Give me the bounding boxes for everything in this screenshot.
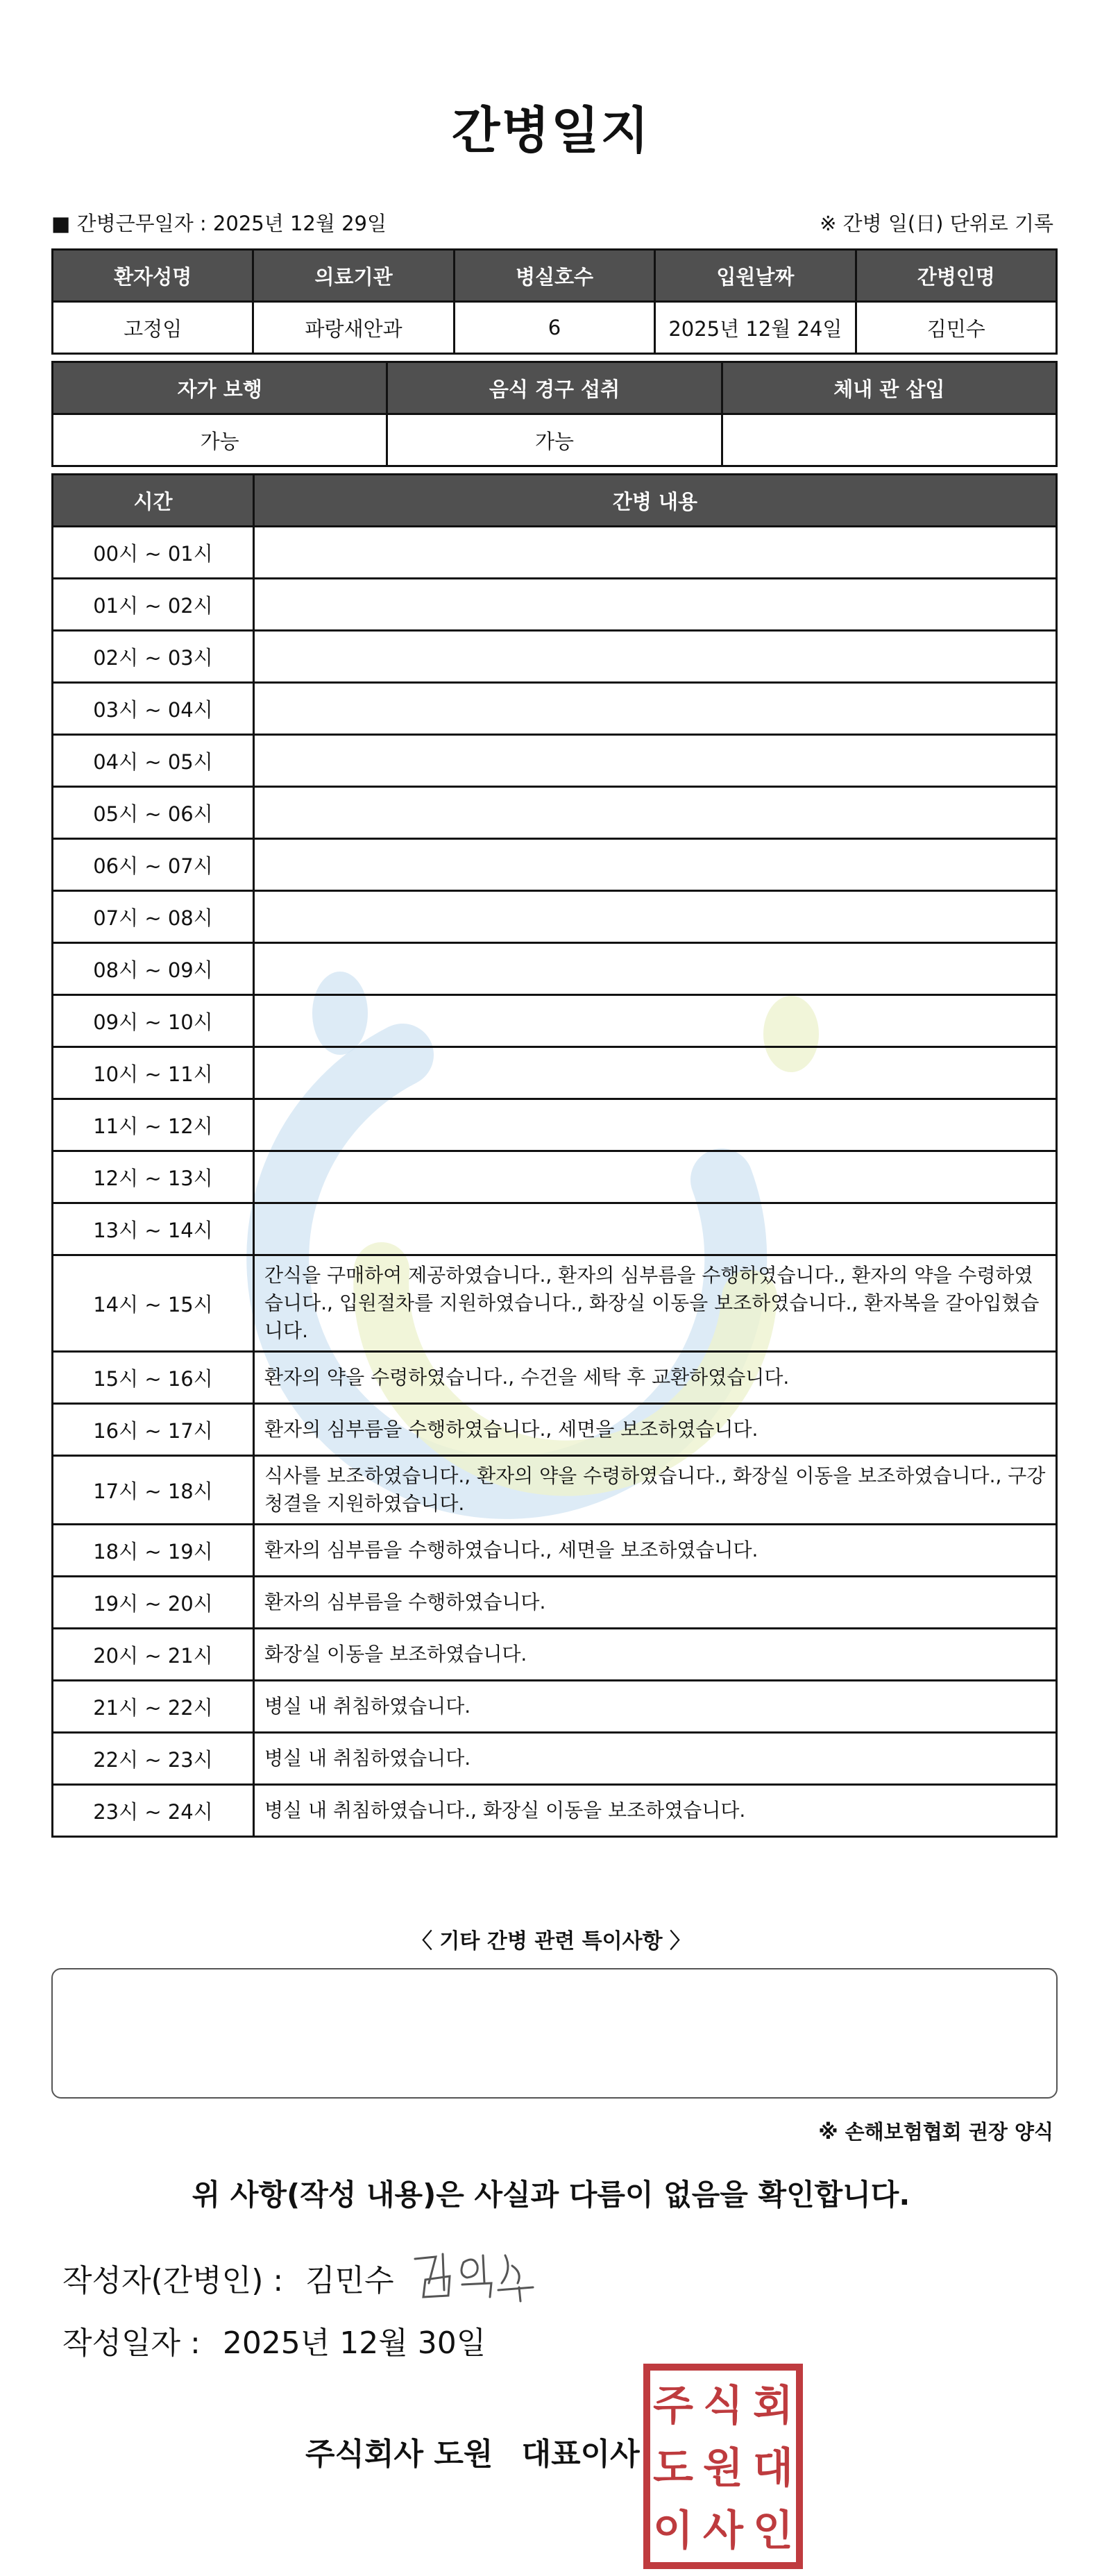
notes-title: 〈 기타 간병 관련 특이사항 〉 [411,1929,691,1954]
patient-name: 고정임 [53,302,253,354]
care-row [53,1255,1057,1352]
care-content: 화장실 이동을 보조하였습니다. [254,1629,1057,1681]
unit-note: ※ 간병 일(日) 단위로 기록 [820,212,1053,235]
care-time: 02시 ~ 03시 [53,631,254,683]
writer-name: 김민수 [305,2263,394,2298]
care-time: 01시 ~ 02시 [53,579,254,631]
care-time: 18시 ~ 19시 [53,1525,254,1577]
company-name: 주식회사 도원 [305,2437,493,2472]
care-content [254,527,1057,579]
handwritten-signature [408,2242,540,2304]
header-hospital: 의료기관 [253,250,454,302]
page-title: 간병일지 [451,101,651,160]
care-content [254,943,1057,995]
care-content: 병실 내 취침하였습니다., 화장실 이동을 보조하였습니다. [254,1785,1057,1837]
svg-text:원: 원 [703,2444,743,2493]
writer-line [62,2255,394,2300]
care-row [53,1629,1057,1681]
write-date-label: 작성일자 : [62,2325,201,2361]
care-row [53,1203,1057,1255]
care-time: 11시 ~ 12시 [53,1099,254,1151]
svg-text:도: 도 [653,2444,693,2493]
care-row [53,1577,1057,1629]
care-row [53,995,1057,1047]
care-time: 09시 ~ 10시 [53,995,254,1047]
ceo-title: 대표이사 [521,2437,640,2472]
care-row [53,943,1057,995]
care-time: 03시 ~ 04시 [53,683,254,735]
header-caregiver: 간병인명 [856,250,1056,302]
care-row [53,1047,1057,1099]
care-content: 환자의 심부름을 수행하였습니다., 세면을 보조하였습니다. [254,1525,1057,1577]
care-content [254,683,1057,735]
care-time: 00시 ~ 01시 [53,527,254,579]
work-date-label: ■ 간병근무일자 : [51,212,207,235]
patient-info-table [51,248,1058,355]
header-care-content: 간병 내용 [254,475,1057,527]
svg-text:인: 인 [753,2507,793,2555]
care-content [254,891,1057,943]
svg-text:대: 대 [753,2444,793,2493]
header-self-walking: 자가 보행 [53,362,387,414]
care-content [254,995,1057,1047]
svg-text:식: 식 [703,2382,743,2430]
care-content: 간식을 구매하여 제공하였습니다., 환자의 심부름을 수행하였습니다., 환자의 약을 수령하였습니다., 입원절차를 지원하였습니다., 화장실 이동을 보조하였습니다., 환자복을 갈아입혔습니다. [254,1255,1057,1352]
care-time: 08시 ~ 09시 [53,943,254,995]
care-row [53,1352,1057,1404]
care-row [53,579,1057,631]
care-content: 식사를 보조하였습니다., 환자의 약을 수령하였습니다., 화장실 이동을 보조하였습니다., 구강청결을 지원하였습니다. [254,1456,1057,1525]
self-walking-value: 가능 [53,414,387,466]
care-time: 20시 ~ 21시 [53,1629,254,1681]
care-time: 07시 ~ 08시 [53,891,254,943]
care-content: 환자의 약을 수령하였습니다., 수건을 세탁 후 교환하였습니다. [254,1352,1057,1404]
care-time: 16시 ~ 17시 [53,1404,254,1456]
care-row [53,1525,1057,1577]
header-tube-insertion: 체내 관 삽입 [722,362,1056,414]
svg-text:사: 사 [703,2507,743,2555]
header-admission-date: 입원날짜 [655,250,856,302]
care-row [53,1733,1057,1785]
care-time: 21시 ~ 22시 [53,1681,254,1733]
care-time: 15시 ~ 16시 [53,1352,254,1404]
admission-date: 2025년 12월 24일 [655,302,856,354]
care-content [254,579,1057,631]
caregiver-name: 김민수 [856,302,1056,354]
care-time: 10시 ~ 11시 [53,1047,254,1099]
care-row [53,1099,1057,1151]
care-row [53,839,1057,891]
hospital: 파랑새안과 [253,302,454,354]
confirm-statement: 위 사항(작성 내용)은 사실과 다름이 없음을 확인합니다. [192,2178,910,2212]
tube-insertion-value [722,414,1056,466]
care-row [53,683,1057,735]
care-row [53,787,1057,839]
care-content [254,1151,1057,1203]
company-seal-stamp [643,2363,804,2570]
care-row [53,1456,1057,1525]
care-log-body [53,527,1057,1837]
work-date-value: 2025년 12월 29일 [212,212,387,235]
care-row [53,1404,1057,1456]
care-row [53,1151,1057,1203]
care-log-table [51,473,1058,1838]
care-content [254,1203,1057,1255]
write-date-value: 2025년 12월 30일 [222,2325,486,2361]
header-room: 병실호수 [454,250,654,302]
care-content: 환자의 심부름을 수행하였습니다., 세면을 보조하였습니다. [254,1404,1057,1456]
care-content [254,787,1057,839]
svg-text:이: 이 [653,2507,693,2555]
care-time: 14시 ~ 15시 [53,1255,254,1352]
care-time: 22시 ~ 23시 [53,1733,254,1785]
care-content [254,1099,1057,1151]
care-content [254,1047,1057,1099]
care-row [53,1785,1057,1837]
work-date [51,208,387,237]
care-time: 06시 ~ 07시 [53,839,254,891]
care-time: 19시 ~ 20시 [53,1577,254,1629]
care-content [254,839,1057,891]
header-oral-intake: 음식 경구 섭취 [387,362,722,414]
header-patient-name: 환자성명 [53,250,253,302]
write-date-line [62,2318,486,2362]
care-row [53,735,1057,787]
writer-label: 작성자(간병인) : [62,2263,284,2298]
oral-intake-value: 가능 [387,414,722,466]
room-number: 6 [454,302,654,354]
company-line [305,2429,640,2473]
care-content: 환자의 심부름을 수행하였습니다. [254,1577,1057,1629]
svg-text:주: 주 [653,2382,693,2430]
care-time: 23시 ~ 24시 [53,1785,254,1837]
header-time: 시간 [53,475,254,527]
care-time: 04시 ~ 05시 [53,735,254,787]
notes-box [51,1968,1058,2099]
care-row [53,1681,1057,1733]
care-content: 병실 내 취침하였습니다. [254,1681,1057,1733]
care-content [254,631,1057,683]
svg-text:회: 회 [753,2382,793,2430]
care-time: 17시 ~ 18시 [53,1456,254,1525]
care-row [53,527,1057,579]
care-time: 13시 ~ 14시 [53,1203,254,1255]
care-content [254,735,1057,787]
recommend-note: ※ 손해보험협회 권장 양식 [818,2120,1053,2144]
care-time: 05시 ~ 06시 [53,787,254,839]
patient-ability-table [51,361,1058,467]
care-row [53,631,1057,683]
care-row [53,891,1057,943]
care-content: 병실 내 취침하였습니다. [254,1733,1057,1785]
care-time: 12시 ~ 13시 [53,1151,254,1203]
